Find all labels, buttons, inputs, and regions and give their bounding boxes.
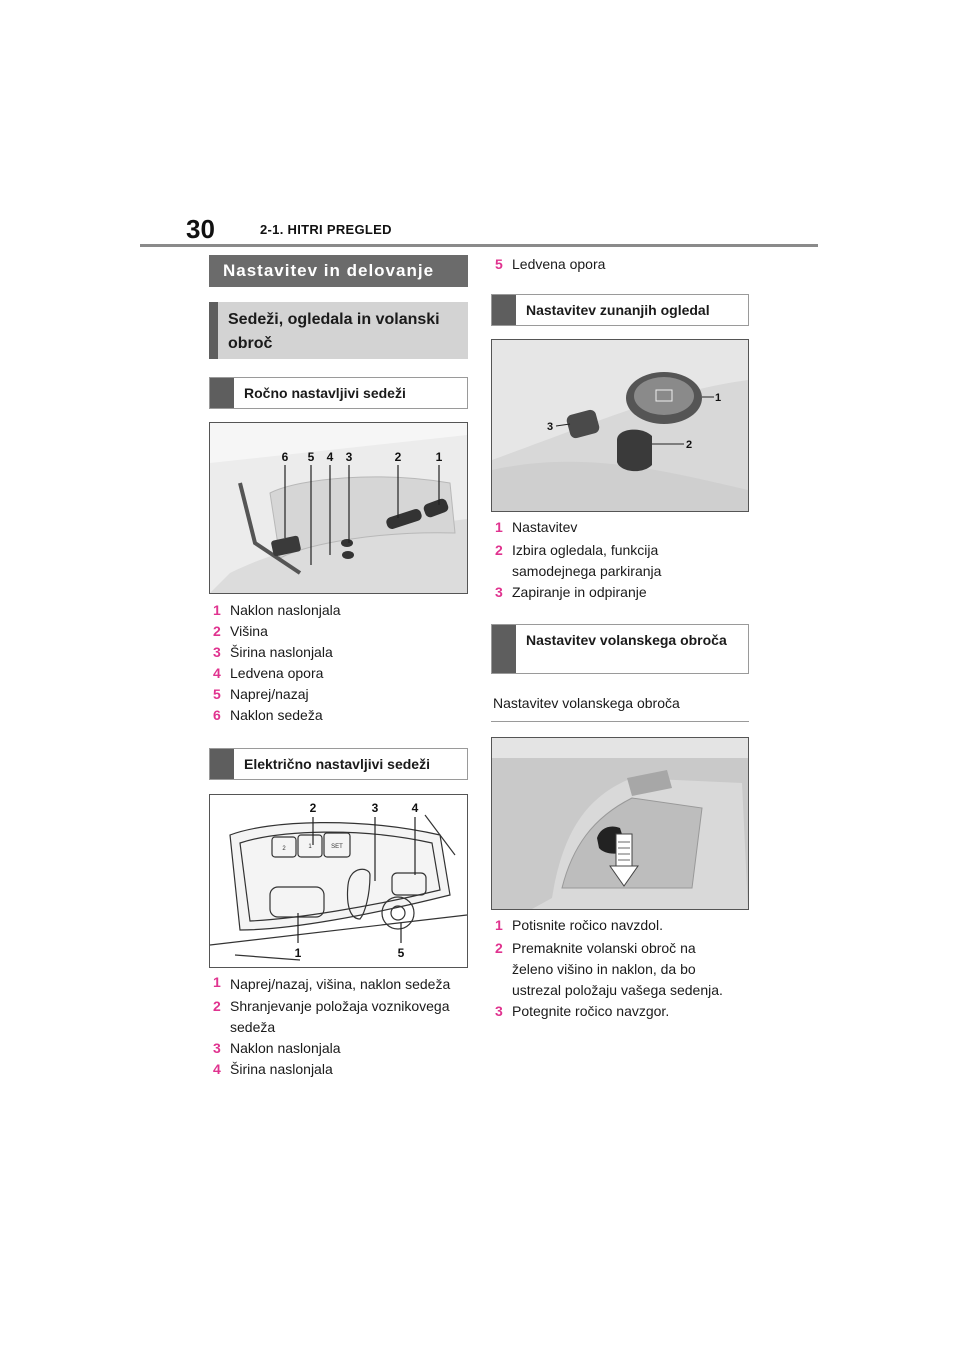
electric-seats-list [213,972,458,1080]
steering-list [495,915,740,1022]
list-item [495,254,750,275]
mirrors-heading-text: Nastavitev zunanjih ogledal [526,302,710,318]
item-number: 3 [213,644,221,660]
page-number: 30 [186,214,215,244]
callout-4: 4 [411,801,419,815]
list-item [213,972,458,996]
item-text: Shranjevanje položaja voznikovega sedeža [230,998,450,1035]
item-text: Potegnite ročico navzgor. [512,1003,670,1019]
callout-4: 4 [326,450,334,464]
item-number: 5 [213,686,221,702]
item-number: 1 [495,519,503,535]
callout-5: 5 [307,450,315,464]
main-heading [209,255,468,287]
sub-heading-text: Sedeži, ogledala in volanski obroč [228,311,440,352]
item-number: 6 [213,707,221,723]
list-item [495,1001,740,1022]
item-text: Zapiranje in odpiranje [512,584,647,600]
item-number: 5 [495,256,503,272]
item-number: 3 [213,1040,221,1056]
main-heading-text: Nastavitev in delovanje [223,261,435,280]
item-text: Naprej/nazaj, višina, naklon sedeža [230,976,451,992]
item-text: Ledvena opora [512,256,606,272]
item-text: Širina naslonjala [230,1061,333,1077]
heading-bar [210,749,234,779]
steering-lever-illustration [492,738,748,909]
manual-seat-figure [209,422,468,594]
item-text: Naklon sedeža [230,707,323,723]
item-number: 4 [213,1061,221,1077]
steering-heading [491,624,749,674]
item-number: 2 [213,998,221,1014]
steering-heading-text: Nastavitev volanskega obroča [526,632,727,648]
item-number: 4 [213,665,221,681]
steering-plain-heading [491,687,749,722]
steering-plain-heading-text: Nastavitev volanskega obroča [493,695,680,711]
item-number: 3 [495,584,503,600]
mirrors-heading [491,294,749,326]
button-label: SET [331,844,343,850]
list-item [495,540,740,582]
callout-2: 2 [309,801,317,815]
item-number: 3 [495,1003,503,1019]
electric-seats-heading-text: Električno nastavljivi sedeži [244,756,430,772]
list-item [213,996,458,1038]
list-item [213,1038,458,1059]
heading-bar [492,295,516,325]
electric-seat-figure [209,794,468,968]
item-text: Izbira ogledala, funkcija samodejnega parkiranja [512,542,662,579]
list-item [495,517,740,538]
list-item [495,582,740,603]
list-item [495,938,740,1001]
callout-1: 1 [715,392,722,404]
list-item [495,915,740,936]
item-text: Ledvena opora [230,665,324,681]
list-item [213,1059,458,1080]
button-label: 1 [308,844,312,850]
steering-figure [491,737,749,910]
mirrors-list [495,517,740,603]
carry-over-list [495,254,750,275]
heading-bar [492,625,516,673]
callout-2: 2 [394,450,402,464]
manual-seats-heading [209,377,468,409]
item-number: 2 [495,542,503,558]
list-item [213,600,468,621]
callout-5: 5 [397,946,405,960]
item-text: Premaknite volanski obroč na želeno višino in naklon, da bo ustrezal položaju vašega sedenja. [512,940,723,998]
item-text: Višina [230,623,268,639]
item-number: 2 [213,623,221,639]
button-label: 2 [282,846,286,852]
callout-3: 3 [547,421,554,433]
manual-seats-heading-text: Ročno nastavljivi sedeži [244,385,406,401]
mirror-controls-illustration [492,340,748,511]
callout-6: 6 [281,450,289,464]
list-item [213,705,468,726]
manual-seat-illustration [210,423,467,593]
callout-3: 3 [345,450,353,464]
electric-seat-illustration [210,795,467,967]
callout-3: 3 [371,801,379,815]
mirror-figure [491,339,749,512]
callout-2: 2 [686,439,693,451]
list-item [213,663,468,684]
item-text: Širina naslonjala [230,644,333,660]
manual-seats-list [213,600,468,726]
list-item [213,621,468,642]
electric-seats-heading [209,748,468,780]
item-number: 1 [213,974,221,990]
callout-1: 1 [435,450,443,464]
heading-bar [210,378,234,408]
header-rule [140,244,818,247]
callout-1: 1 [294,946,302,960]
section-title: 2-1. HITRI PREGLED [260,222,392,237]
list-item [213,642,468,663]
item-number: 1 [213,602,221,618]
item-text: Naklon naslonjala [230,602,341,618]
item-text: Naprej/nazaj [230,686,309,702]
item-text: Potisnite ročico navzdol. [512,917,663,933]
item-number: 1 [495,917,503,933]
item-number: 2 [495,940,503,956]
sub-heading [209,302,468,359]
item-text: Naklon naslonjala [230,1040,341,1056]
list-item [213,684,468,705]
item-text: Nastavitev [512,519,578,535]
